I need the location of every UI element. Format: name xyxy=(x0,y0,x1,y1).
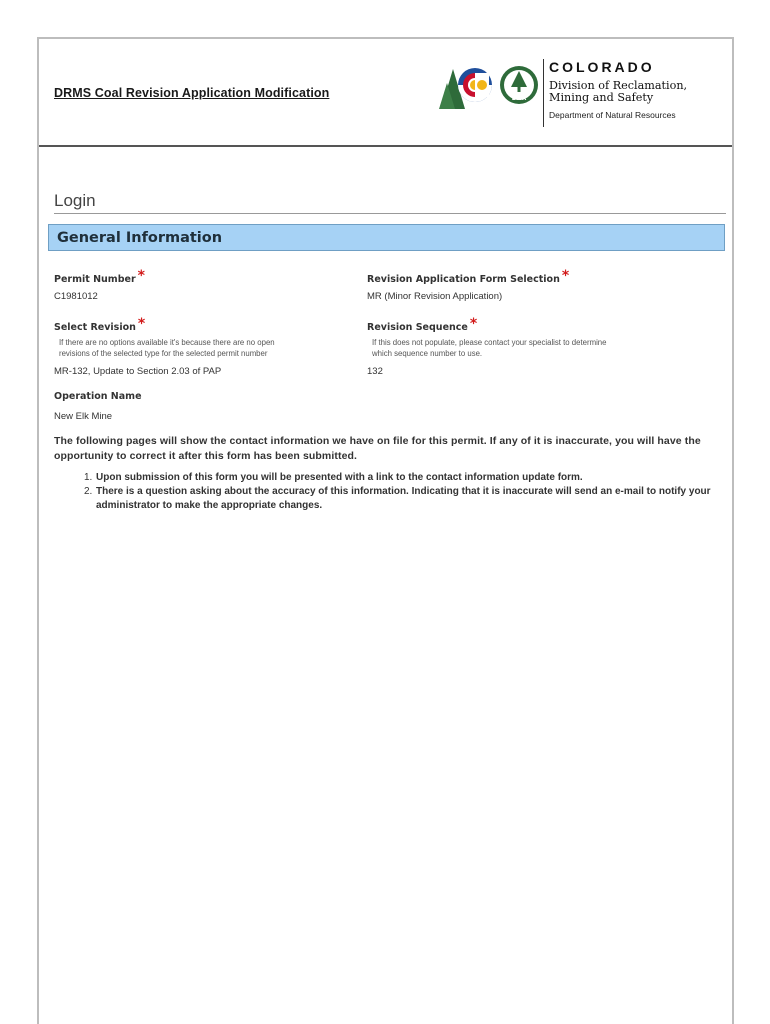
permit-number-label-text: Permit Number xyxy=(54,274,136,285)
revision-sequence-value: 132 xyxy=(367,366,383,377)
list-item xyxy=(84,485,724,513)
division-name-line1: Division of Reclamation, xyxy=(549,79,688,92)
section-title: General Information xyxy=(57,230,223,246)
select-revision-value: MR-132, Update to Section 2.03 of PAP xyxy=(54,366,222,377)
document-page xyxy=(37,37,734,1024)
revision-sequence-hint xyxy=(372,338,606,359)
form-selection-label xyxy=(367,270,569,286)
login-heading: Login xyxy=(54,191,96,210)
permit-number-label xyxy=(54,270,145,286)
general-information-bar xyxy=(48,224,725,251)
step-text: Upon submission of this form you will be presented with a link to the contact information update form. xyxy=(96,472,583,483)
select-revision-hint-line1: If there are no options available it's because there are no open xyxy=(59,338,275,347)
select-revision-label-text: Select Revision xyxy=(54,322,136,333)
required-asterisk: * xyxy=(137,268,145,284)
colorado-drms-logo xyxy=(439,57,699,129)
operation-name-value: New Elk Mine xyxy=(54,411,113,422)
operation-name-label: Operation Name xyxy=(54,391,142,402)
select-revision-hint-line2: revisions of the selected type for the selected permit number xyxy=(59,348,268,358)
colorado-flag-icon xyxy=(439,65,495,115)
colorado-wordmark: COLORADO xyxy=(549,59,655,75)
notice-steps-list xyxy=(84,471,724,513)
form-selection-value: MR (Minor Revision Application) xyxy=(367,291,503,302)
division-name-line2: Mining and Safety xyxy=(549,91,654,104)
department-name: Department of Natural Resources xyxy=(549,110,676,120)
select-revision-label xyxy=(54,318,145,334)
required-asterisk: * xyxy=(561,268,570,284)
login-divider xyxy=(54,213,726,214)
required-asterisk: * xyxy=(137,316,146,332)
permit-number-value: C1981012 xyxy=(54,291,98,302)
form-selection-label-text: Revision Application Form Selection xyxy=(367,274,560,285)
required-asterisk: * xyxy=(469,316,478,332)
revision-sequence-label-text: Revision Sequence xyxy=(367,322,468,333)
step-number: 2. xyxy=(84,486,93,497)
revision-sequence-hint-line2: which sequence number to use. xyxy=(372,348,483,358)
step-text: There is a question asking about the accuracy of this information. Indicating that it is inaccurate will send an e-mail to notify your administrator to make the appropriate changes. xyxy=(96,486,711,511)
select-revision-hint xyxy=(59,338,275,359)
list-item xyxy=(84,471,724,485)
page-header xyxy=(39,39,732,147)
logo-divider xyxy=(543,59,544,127)
dnr-seal-icon xyxy=(499,63,539,107)
logo-text xyxy=(549,57,709,120)
step-number: 1. xyxy=(84,472,93,483)
document-title: DRMS Coal Revision Application Modification xyxy=(54,86,330,100)
contact-info-notice: The following pages will show the contact information we have on file for this permit. If any of it is inaccurate, you will have the opportunity to correct it after this form has been submitted. xyxy=(54,435,701,462)
revision-sequence-label xyxy=(367,318,477,334)
revision-sequence-hint-line1: If this does not populate, please contact your specialist to determine xyxy=(372,338,607,347)
dnr-badge-text: DNR xyxy=(511,95,527,102)
